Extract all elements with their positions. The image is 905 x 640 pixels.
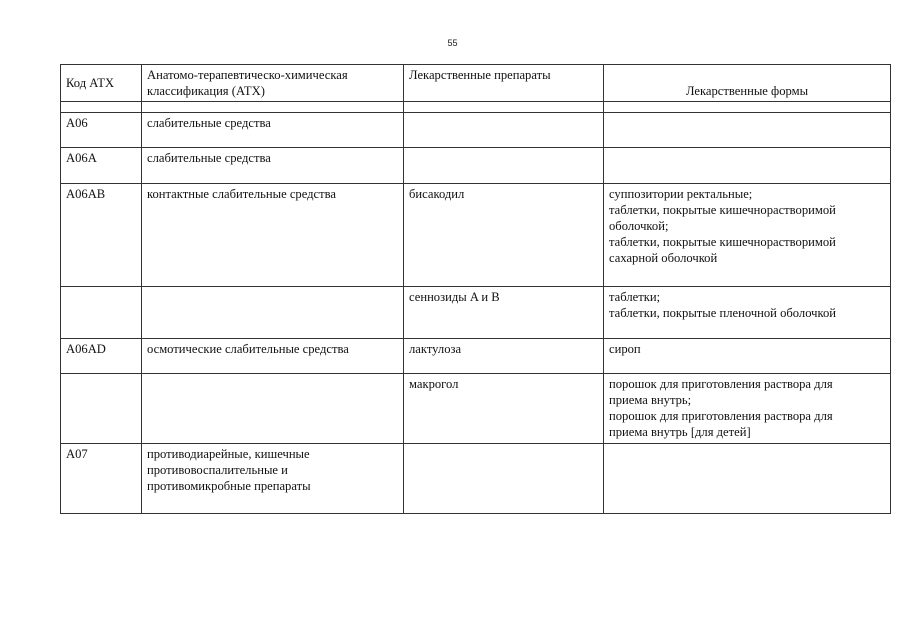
table-body [61, 113, 891, 514]
cell-classification: слабительные средства [142, 113, 404, 148]
header-code: Код АТХ [61, 65, 142, 102]
cell-forms: суппозитории ректальные; таблетки, покрытые кишечнорастворимой оболочкой; таблетки, покрытые кишечнорастворимой сахарной оболочкой [604, 184, 891, 287]
cell-classification: осмотические слабительные средства [142, 339, 404, 374]
table-row [61, 148, 891, 184]
cell-classification: противодиарейные, кишечные противовоспалительные и противомикробные препараты [142, 444, 404, 514]
cell-code: A06AB [61, 184, 142, 287]
header-forms: Лекарственные формы [604, 65, 891, 102]
cell-forms: порошок для приготовления раствора для приема внутрь; порошок для приготовления раствора для приема внутрь [для детей] [604, 374, 891, 444]
cell-code: A06AD [61, 339, 142, 374]
cell-code [61, 374, 142, 444]
cell-code: A06A [61, 148, 142, 184]
cell-classification [142, 287, 404, 339]
table-row [61, 339, 891, 374]
header-drugs: Лекарственные препараты [404, 65, 604, 102]
cell-code [61, 287, 142, 339]
header-classification-line: классификация (АТХ) [147, 84, 265, 98]
cell-drug [404, 113, 604, 148]
cell-forms [604, 113, 891, 148]
table-row [61, 287, 891, 339]
cell-classification: слабительные средства [142, 148, 404, 184]
cell-drug: бисакодил [404, 184, 604, 287]
cell-code: A06 [61, 113, 142, 148]
cell-forms [604, 444, 891, 514]
header-classification-line: Анатомо-терапевтическо-химическая [147, 68, 348, 82]
cell-drug [404, 148, 604, 184]
cell-forms [604, 148, 891, 184]
header-spacer-row [61, 102, 891, 113]
table-row [61, 184, 891, 287]
page-number: 55 [447, 38, 458, 48]
cell-classification [142, 374, 404, 444]
cell-forms: сироп [604, 339, 891, 374]
table-row [61, 374, 891, 444]
cell-drug: лактулоза [404, 339, 604, 374]
cell-classification: контактные слабительные средства [142, 184, 404, 287]
atx-table [60, 64, 891, 514]
cell-drug [404, 444, 604, 514]
table-row [61, 113, 891, 148]
cell-forms: таблетки; таблетки, покрытые пленочной оболочкой [604, 287, 891, 339]
header-classification [142, 65, 404, 102]
table-header-row [61, 65, 891, 102]
table-row [61, 444, 891, 514]
cell-code: A07 [61, 444, 142, 514]
cell-drug: сеннозиды A и B [404, 287, 604, 339]
cell-drug: макрогол [404, 374, 604, 444]
